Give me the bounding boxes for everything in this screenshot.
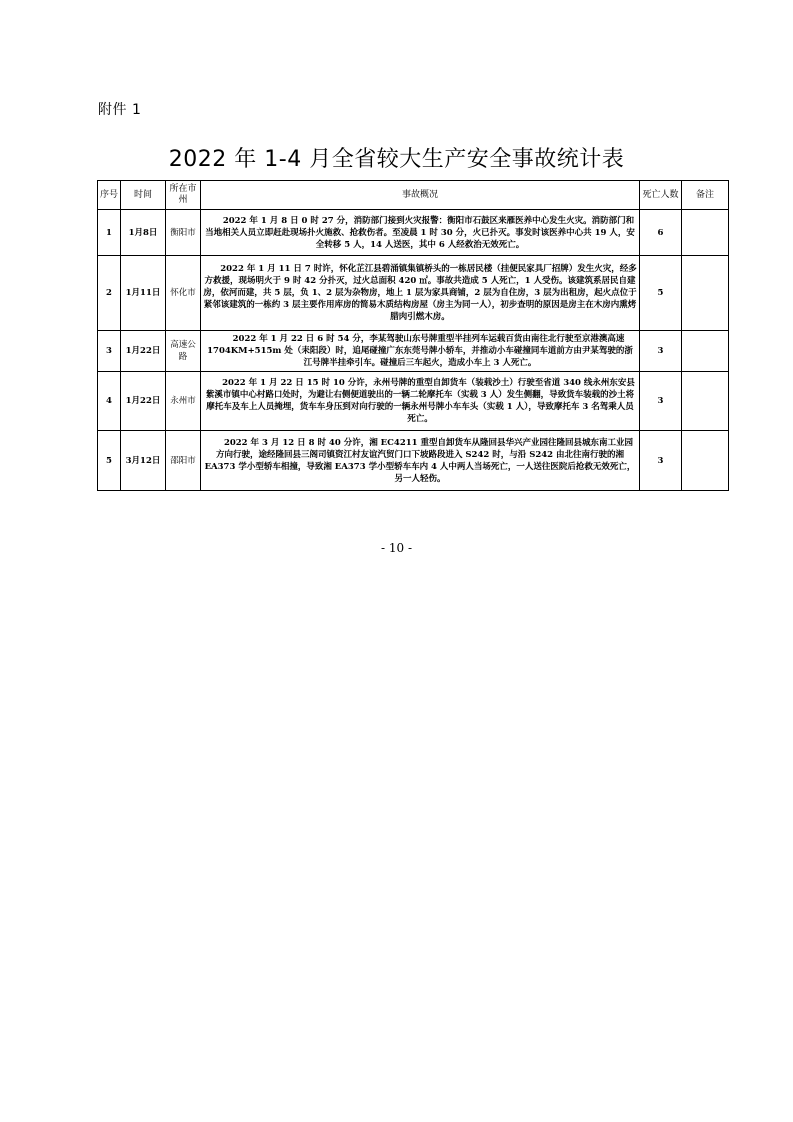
row-time: 1月22日	[121, 372, 166, 431]
row-location: 衡阳市	[166, 210, 201, 256]
row-description	[201, 331, 640, 372]
row-description-text: 2022 年 1 月 11 日 7 时许，怀化芷江县碧涌镇集镇桥头的一栋居民楼（挂便民家具厂招牌）发生火灾，经多方救援，现场明火于 9 时 42 分扑灭，过火总面积 420 ㎡。事故共造成 5 人死亡，1 人受伤。该建筑系居民自建房，依河而建，共 5 层，负 1、2 层为杂物房，地上 1 层为家具商铺，2 层为自住房，3 层为出租房，起火点位于紧邻该建筑的一栋约 3 层主要作用库房的简易木质结构房屋（房主为同一人），初步查明的原因是房主在木房内熏烤腊肉引燃木房。	[203, 264, 637, 322]
table-header-row	[98, 181, 729, 210]
header-description: 事故概况	[201, 181, 640, 210]
row-location: 怀化市	[166, 256, 201, 331]
attachment-label: 附件 1	[98, 102, 142, 118]
row-index: 1	[98, 210, 121, 256]
row-location: 邵阳市	[166, 431, 201, 491]
row-deaths: 3	[640, 331, 682, 372]
row-time: 1月22日	[121, 331, 166, 372]
row-deaths: 3	[640, 372, 682, 431]
page-number: - 10 -	[380, 541, 412, 555]
row-description	[201, 372, 640, 431]
row-deaths: 6	[640, 210, 682, 256]
accident-statistics-table	[97, 180, 729, 491]
row-description	[201, 210, 640, 256]
row-description-text: 2022 年 1 月 22 日 15 时 10 分许，永州号牌的重型自卸货车（装载沙土）行驶至省道 340 线永州东安县紫溪市镇中心村路口处时，为避让右侧便道驶出的一辆二轮摩托车（实载 3 人）发生侧翻，导致货车装载的沙土将摩托车及车上人员掩埋，货车车身压到对向行驶的一辆永州号牌小车车头（实载 1 人），导致摩托车 3 名驾乘人员死亡。	[205, 378, 635, 424]
row-deaths: 3	[640, 431, 682, 491]
row-description	[201, 431, 640, 491]
row-time: 1月8日	[121, 210, 166, 256]
row-time: 1月11日	[121, 256, 166, 331]
row-description-text: 2022 年 3 月 12 日 8 时 40 分许，湘 EC4211 重型自卸货车从隆回县华兴产业园往隆回县城东南工业园方向行驶，途经隆回县三阁司镇资江村友谊汽贸门口下坡路段进入 S242 时，与沿 S242 由北往南行驶的湘 EA373 学小型轿车相撞，导致湘 EA373 学小型轿车车内 4 人中两人当场死亡，一人送往医院后抢救无效死亡，另一人轻伤。	[204, 437, 636, 484]
table-row	[98, 372, 729, 431]
header-location: 所在市州	[166, 181, 201, 210]
row-time: 3月12日	[121, 431, 166, 491]
header-index: 序号	[98, 181, 121, 210]
row-description-text: 2022 年 1 月 22 日 6 时 54 分，李某驾驶山东号牌重型半挂列车运载百货由南往北行驶至京港澳高速 1704KM+515m 处（耒阳段）时，追尾碰撞广东东莞号牌小轿车，并推动小车碰撞同车道前方由尹某驾驶的浙江号牌半挂牵引车。碰撞后三车起火，造成小车上 3 人死亡。	[207, 334, 633, 368]
table-row	[98, 431, 729, 491]
header-time: 时间	[121, 181, 166, 210]
row-notes	[682, 431, 729, 491]
row-notes	[682, 372, 729, 431]
row-index: 3	[98, 331, 121, 372]
row-location: 永州市	[166, 372, 201, 431]
row-notes	[682, 331, 729, 372]
row-description	[201, 256, 640, 331]
row-index: 5	[98, 431, 121, 491]
header-notes: 备注	[682, 181, 729, 210]
row-index: 4	[98, 372, 121, 431]
page-title: 2022 年 1-4 月全省较大生产安全事故统计表	[168, 147, 625, 172]
row-notes	[682, 256, 729, 331]
header-deaths: 死亡人数	[640, 181, 682, 210]
row-index: 2	[98, 256, 121, 331]
table-row	[98, 256, 729, 331]
table-row	[98, 331, 729, 372]
table-row	[98, 210, 729, 256]
row-description-text: 2022 年 1 月 8 日 0 时 27 分，消防部门接到火灾报警：衡阳市石鼓区来雁医养中心发生火灾。消防部门和当地相关人员立即赶赴现场扑火施救、抢救伤者。至凌晨 1 时 30 分，火已扑灭。事发时该医养中心共 19 人，安全转移 5 人，14 人送医，其中 6 人经救治无效死亡。	[205, 215, 635, 250]
row-location: 高速公路	[166, 331, 201, 372]
row-notes	[682, 210, 729, 256]
row-deaths: 5	[640, 256, 682, 331]
